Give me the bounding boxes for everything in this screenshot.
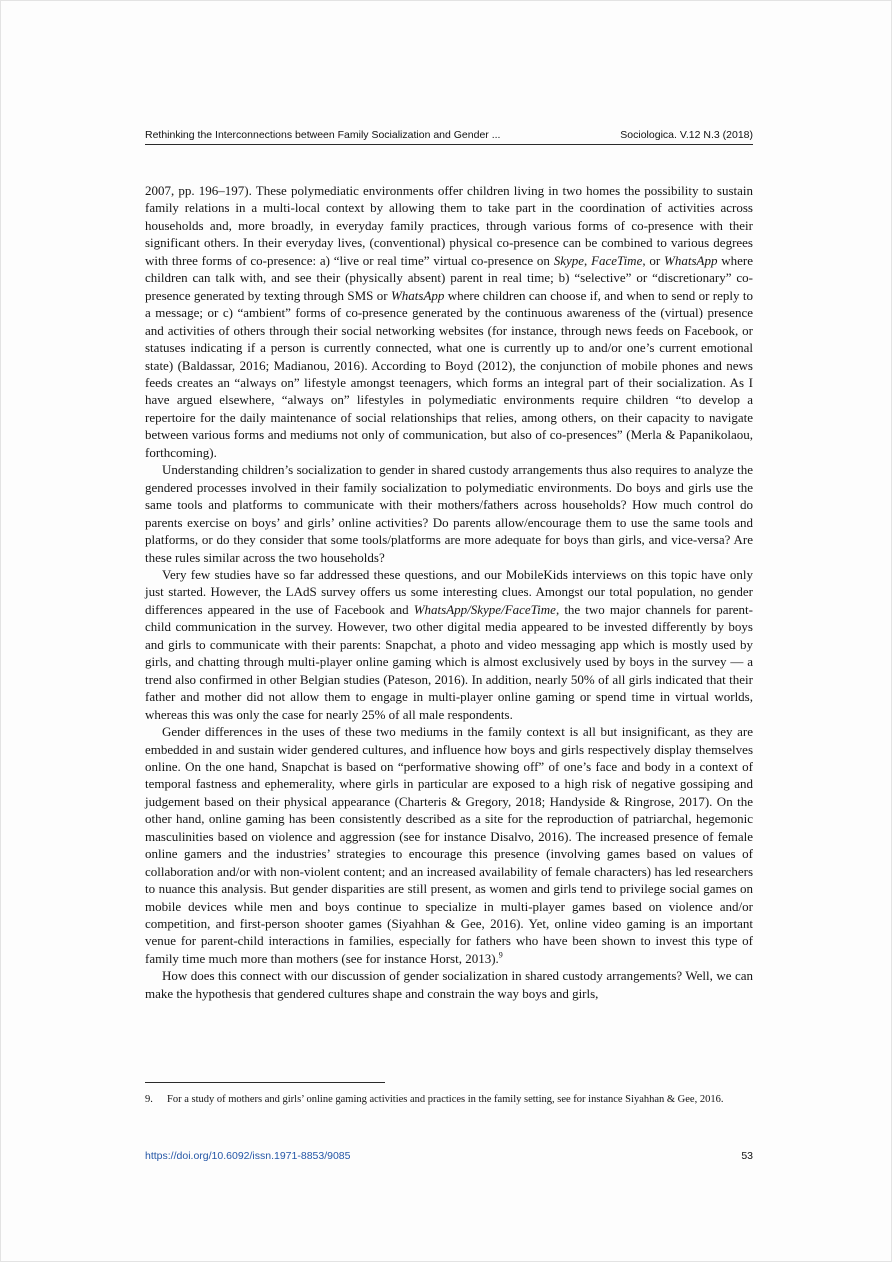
- body-paragraph: [145, 723, 753, 967]
- page-number: 53: [741, 1150, 753, 1162]
- paragraph-text: where children can talk with, and see their (physically absent) parent in real time; b) “selective” or “discretionary” co-presence generated by texting through SMS or: [145, 252, 753, 303]
- body-paragraph: [145, 566, 753, 723]
- doi-link[interactable]: https://doi.org/10.6092/issn.1971-8853/9085: [145, 1150, 351, 1162]
- paragraph-text: , or: [642, 252, 664, 268]
- header-journal-info: Sociologica. V.12 N.3 (2018): [620, 129, 753, 141]
- italic-term: FaceTime: [591, 252, 643, 268]
- body-paragraph: [145, 967, 753, 1002]
- footnote-divider: [145, 1082, 385, 1083]
- paragraph-text: Very few studies have so far addressed these questions, and our MobileKids interviews on this topic have only just started. However, the LAdS survey offers us some interesting clues. Amongst our total population, no gender differences appeared in the use of Facebook and: [145, 566, 753, 617]
- body-paragraph: [145, 182, 753, 461]
- paragraph-text: Gender differences in the uses of these two mediums in the family context is all but insignificant, as they are embedded in and sustain wider gendered cultures, and influence how boys and girls respectively display themselves online. On the one hand, Snapchat is based on “performative showing off” of one’s face and body in a context of temporal fastness and ephemerality, where girls in particular are exposed to a high risk of negative gossiping and judgement based on their physical appearance (Charteris & Gregory, 2018; Handyside & Ringrose, 2017). On the other hand, online gaming has been consistently described as a site for the reproduction of patriarchal, hegemonic masculinities based on violence and aggression (see for instance Disalvo, 2016). The increased presence of female online gamers and the industries’ strategies to encourage this presence (involving games based on values of collaboration and/or with non-violent content; and an increased availability of female characters) has led researchers to nuance this analysis. But gender disparities are still present, as women and girls tend to privilege social games on mobile devices while men and boys continue to specialize in multi-player games based on violence and/or competition, and first-person shooter games (Siyahhan & Gee, 2016). Yet, online video gaming is an important venue for parent-child interactions in families, especially for fathers who have been shown to invest this type of family time much more than mothers (see for instance Horst, 2013).: [145, 724, 753, 966]
- italic-term: WhatsApp: [390, 287, 445, 303]
- paragraph-text: Understanding children’s socialization to gender in shared custody arrangements thus also requires to analyze the gendered processes involved in their family socialization to polymediatic environments. Do boys and girls use the same tools and platforms to communicate with their mothers/fathers across households? How much control do parents exercise on boys’ and girls’ online activities? Do parents allow/encourage them to use the same tools and platforms, or do they consider that some tools/platforms are more adequate for boys than girls, and vice-versa? Are these rules similar across the two households?: [145, 462, 753, 565]
- footnote: [145, 1093, 753, 1107]
- paragraph-text: , the two major channels for parent-child communication in the survey. However, two other digital media appeared to be invested differently by boys and girls to communicate with their parents: Snapchat, a photo and video messaging app which is mostly used by girls, and chatting through multi-player online gaming which is almost exclusively used by boys in the survey — a trend also confirmed in other Belgian studies (Pateson, 2016). In addition, nearly 50% of all girls indicated that their father and mother did not allow them to engage in multi-player online gaming or spend time in virtual worlds, whereas this was only the case for nearly 25% of all male respondents.: [145, 601, 754, 722]
- footnote-text: For a study of mothers and girls’ online gaming activities and practices in the family setting, see for instance Siyahhan & Gee, 2016.: [167, 1094, 724, 1105]
- italic-term: WhatsApp: [664, 252, 718, 268]
- footnote-reference: 9: [498, 950, 503, 960]
- paragraph-text: ,: [584, 252, 592, 268]
- footnote-number: 9.: [145, 1094, 153, 1105]
- header-article-title: Rethinking the Interconnections between Family Socialization and Gender ...: [145, 129, 501, 141]
- italic-term: Skype: [553, 252, 585, 268]
- italic-term: WhatsApp/Skype/FaceTime: [413, 601, 556, 617]
- paragraph-text: where children can choose if, and when to send or reply to a message; or c) “ambient” forms of co-presence generated by the continuous awareness of the (virtual) presence and activities of others through their social networking websites (for instance, through news feeds on Facebook, or statuses indicating if a person is currently connected, what one is currently up to and/or one’s current emotional state) (Baldassar, 2016; Madianou, 2016). According to Boyd (2012), the conjunction of mobile phones and news feeds creates an “always on” lifestyle amongst teenagers, which forms an integral part of their socialization. As I have argued elsewhere, “always on” lifestyles in polymediatic environments require children “to develop a repertoire for the daily maintenance of social relationships that relies, among others, on their capacity to navigate between various forms and mediums not only of communication, but also of co-presences” (Merla & Papanikolaou, forthcoming).: [145, 287, 753, 460]
- running-header: [145, 126, 753, 145]
- paragraph-text: 2007, pp. 196–197). These polymediatic environments offer children living in two homes the possibility to sustain family relations in a multi-local context by allowing them to take part in the coordination of activities across households and, more broadly, in everyday family practices, through various forms of co-presence with their significant others. In their everyday lives, (conventional) physical co-presence can be combined to various degrees with three forms of co-presence: a) “live or real time” virtual co-presence on: [145, 183, 753, 268]
- paragraph-text: How does this connect with our discussion of gender socialization in shared custody arrangements? Well, we can make the hypothesis that gendered cultures shape and constrain the way boys and girls,: [145, 968, 753, 1001]
- body-paragraph: [145, 461, 753, 566]
- body-text: [145, 182, 753, 1002]
